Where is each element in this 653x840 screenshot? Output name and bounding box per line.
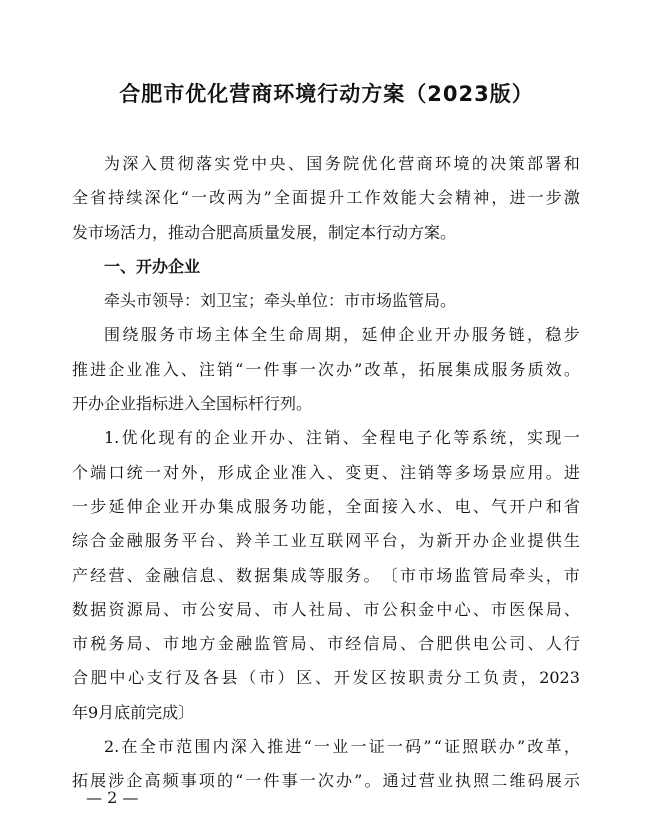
document-body bbox=[72, 147, 580, 799]
body-line: 数 据 资 源 局 、 市 公 安 局 、 市 人 社 局 、 市 公 积 金 中 心 、 市 医 保 局 、 bbox=[72, 599, 580, 619]
body-line: 综 合 金 融 服 务 平 台 、 羚 羊 工 业 互 联 网 平 台 ， 为 新 开 办 企 业 提 供 生 bbox=[72, 531, 580, 551]
body-line: 产 经 营 、 金 融 信 息 、 数 据 集 成 等 服 务 。 〔 市 市 场 监 管 局 牵 头 ， 市 bbox=[72, 565, 580, 585]
section-heading: 一、开办企业 bbox=[104, 256, 201, 276]
body-line: 合 肥 中 心 支 行 及 各 县 （ 市 ） 区 、 开 发 区 按 职 责 分 工 负 责 ， 2023 bbox=[72, 668, 580, 688]
body-line: 一 步 延 伸 企 业 开 办 集 成 服 务 功 能 ， 全 面 接 入 水 、 电 、 气 开 户 和 省 bbox=[72, 496, 580, 516]
body-line: 全 省 持 续 深 化 “ 一 改 两 为 ” 全 面 提 升 工 作 效 能 大 会 精 神 ， 进 一 步 激 bbox=[72, 188, 580, 208]
page-number: — 2 — bbox=[86, 788, 139, 807]
body-line: 2. 在 全 市 范 围 内 深 入 推 进 “ 一 业 一 证 一 码 ” “ 证 照 联 办 ” 改 革 ， bbox=[104, 737, 580, 757]
body-line: 围 绕 服 务 市 场 主 体 全 生 命 周 期 ， 延 伸 企 业 开 办 服 务 链 ， 稳 步 bbox=[104, 325, 580, 345]
body-line: 拓 展 涉 企 高 频 事 项 的 “ 一 件 事 一 次 办 ” 。 通 过 营 业 执 照 二 维 码 展 示 bbox=[72, 771, 580, 791]
body-line: 开办企业指标进入全国标杆行列。 bbox=[72, 394, 313, 414]
document-title: 合肥市优化营商环境行动方案（2023版） bbox=[119, 82, 534, 106]
body-line: 年9月底前完成〕 bbox=[72, 702, 195, 722]
body-line: 市 税 务 局 、 市 地 方 金 融 监 管 局 、 市 经 信 局 、 合 肥 供 电 公 司 、 人 行 bbox=[72, 634, 580, 654]
body-line: 牵头市领导：刘卫宝；牵头单位：市市场监管局。 bbox=[104, 291, 457, 311]
body-line: 为 深 入 贯 彻 落 实 党 中 央 、 国 务 院 优 化 营 商 环 境 的 决 策 部 署 和 bbox=[104, 154, 580, 173]
body-line: 1. 优 化 现 有 的 企 业 开 办 、 注 销 、 全 程 电 子 化 等 系 统 ， 实 现 一 bbox=[104, 428, 580, 448]
body-line: 推 进 企 业 准 入 、 注 销 “ 一 件 事 一 次 办 ” 改 革 ， 拓 展 集 成 服 务 质 效 。 bbox=[72, 359, 580, 379]
body-line: 个 端 口 统 一 对 外 ， 形 成 企 业 准 入 、 变 更 、 注 销 等 多 场 景 应 用 。 进 bbox=[72, 462, 580, 482]
body-line: 发市场活力，推动合肥高质量发展，制定本行动方案。 bbox=[72, 222, 457, 242]
